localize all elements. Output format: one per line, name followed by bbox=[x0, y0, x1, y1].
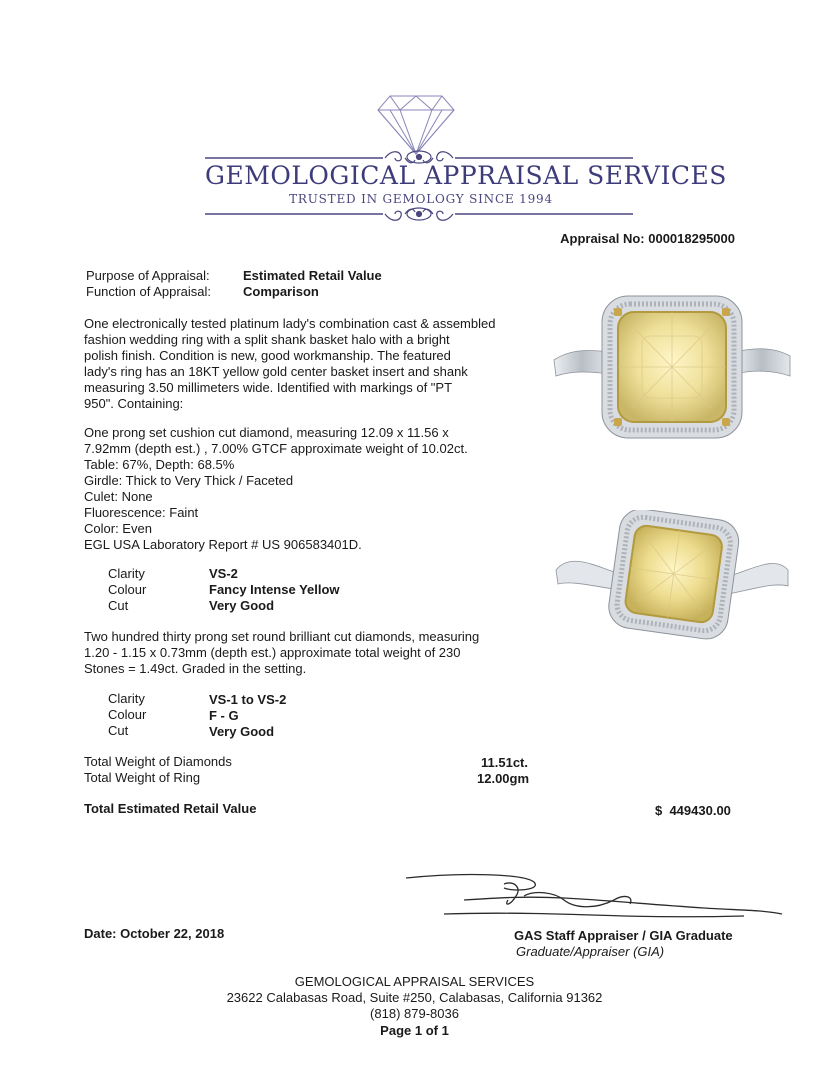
side-stones-line: Two hundred thirty prong set round brilliant cut diamonds, measuring bbox=[84, 629, 480, 644]
side-stones-line: Stones = 1.49ct. Graded in the setting. bbox=[84, 661, 307, 676]
appraisal-number: Appraisal No: 000018295000 bbox=[560, 231, 735, 246]
side-stones-description bbox=[84, 629, 534, 677]
grade-label: Cut bbox=[108, 598, 129, 613]
appraiser-subtitle: Graduate/Appraiser (GIA) bbox=[516, 944, 665, 959]
center-stone-line: 7.92mm (depth est.) , 7.00% GTCF approximate weight of 10.02ct. bbox=[84, 441, 468, 456]
total-ring-value: 12.00gm bbox=[477, 771, 530, 786]
function-label: Function of Appraisal: bbox=[86, 284, 212, 299]
purpose-value: Estimated Retail Value bbox=[243, 268, 382, 283]
grade-label: Clarity bbox=[108, 566, 145, 581]
center-stone-line: Color: Even bbox=[84, 521, 152, 536]
description-line: 950". Containing: bbox=[84, 396, 184, 411]
center-stone-line: Girdle: Thick to Very Thick / Faceted bbox=[84, 473, 294, 488]
ring-photo bbox=[552, 510, 792, 640]
ring-photo bbox=[552, 290, 792, 445]
footer-company: GEMOLOGICAL APPRAISAL SERVICES bbox=[294, 974, 535, 989]
grade-label: Colour bbox=[108, 707, 147, 722]
function-value: Comparison bbox=[243, 284, 319, 299]
grade-value: VS-1 to VS-2 bbox=[209, 692, 287, 707]
description-line: lady's ring has an 18KT yellow gold center basket insert and shank bbox=[84, 364, 468, 379]
grade-value: Very Good bbox=[209, 724, 275, 739]
center-stone-line: Culet: None bbox=[84, 489, 153, 504]
total-retail-label: Total Estimated Retail Value bbox=[84, 801, 257, 816]
grade-value: F - G bbox=[209, 708, 239, 723]
center-stone-line: Table: 67%, Depth: 68.5% bbox=[84, 457, 235, 472]
center-stone-description bbox=[84, 425, 524, 553]
grade-label: Cut bbox=[108, 723, 129, 738]
description-line: polish finish. Condition is new, good workmanship. The featured bbox=[84, 348, 451, 363]
grade-label: Clarity bbox=[108, 691, 145, 706]
center-stone-line: Fluorescence: Faint bbox=[84, 505, 199, 520]
description-line: measuring 3.50 millimeters wide. Identified with markings of "PT bbox=[84, 380, 453, 395]
grade-value: Fancy Intense Yellow bbox=[209, 582, 340, 597]
side-stones-line: 1.20 - 1.15 x 0.73mm (depth est.) approximate total weight of 230 bbox=[84, 645, 461, 660]
diamond-icon bbox=[376, 92, 456, 156]
footer-phone: (818) 879-8036 bbox=[370, 1006, 459, 1021]
ring-description bbox=[84, 316, 524, 412]
appraiser-title: GAS Staff Appraiser / GIA Graduate bbox=[514, 928, 733, 943]
footer-address: 23622 Calabasas Road, Suite #250, Calabasas, California 91362 bbox=[226, 990, 603, 1005]
page-number: Page 1 of 1 bbox=[380, 1023, 449, 1038]
grade-value: VS-2 bbox=[209, 566, 238, 581]
appraiser-signature bbox=[404, 870, 784, 930]
appraisal-date: Date: October 22, 2018 bbox=[84, 926, 225, 941]
grade-label: Colour bbox=[108, 582, 147, 597]
center-stone-line: One prong set cushion cut diamond, measuring 12.09 x 11.56 x bbox=[84, 425, 449, 440]
total-ring-label: Total Weight of Ring bbox=[84, 770, 201, 785]
total-retail-value: $ 449430.00 bbox=[655, 803, 731, 818]
center-stone-line: EGL USA Laboratory Report # US 906583401D. bbox=[84, 537, 362, 552]
purpose-label: Purpose of Appraisal: bbox=[86, 268, 210, 283]
company-title: GEMOLOGICAL APPRAISAL SERVICES bbox=[205, 161, 727, 190]
total-diamonds-value: 11.51ct. bbox=[481, 755, 528, 770]
total-diamonds-label: Total Weight of Diamonds bbox=[84, 754, 232, 769]
description-line: One electronically tested platinum lady's combination cast & assembled bbox=[84, 316, 496, 331]
description-line: fashion wedding ring with a split shank basket halo with a bright bbox=[84, 332, 450, 347]
company-tagline: TRUSTED IN GEMOLOGY SINCE 1994 bbox=[289, 192, 553, 206]
ornament-divider bbox=[205, 205, 633, 223]
grade-value: Very Good bbox=[209, 598, 275, 613]
